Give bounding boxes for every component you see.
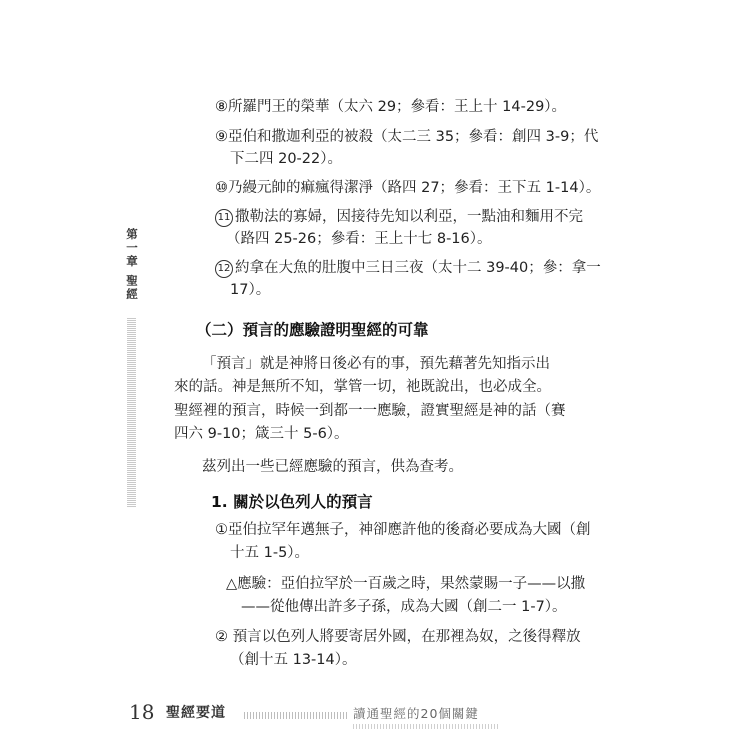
fulfillment-1-line2: ——從他傳出許多子孫，成為大國（創二一 1-7）。 bbox=[241, 599, 567, 615]
item-12-text: 約拿在大魚的肚腹中三日三夜（太十二 39-40；參：拿一 bbox=[235, 260, 601, 276]
book-subtitle: 讀通聖經的20個關鍵 bbox=[353, 706, 479, 721]
item-12-line2: 17）。 bbox=[230, 282, 271, 298]
para2: 茲列出一些已經應驗的預言，供為查考。 bbox=[202, 459, 463, 475]
subsection-heading-1: 1. 關於以色列人的預言 bbox=[211, 493, 373, 511]
chapter-title: 第一章 聖經 bbox=[125, 228, 139, 302]
circled-number-11: 11 bbox=[215, 209, 233, 227]
prophecy-2-line2: （創十五 13-14）。 bbox=[230, 652, 357, 668]
prophecy-1-line1: ①亞伯拉罕年邁無子，神卻應許他的後裔必要成為大國（創 bbox=[215, 522, 591, 538]
page-number: 18 bbox=[129, 700, 155, 724]
footer-underline-rule bbox=[353, 724, 499, 729]
chapter-side-tab bbox=[123, 228, 141, 508]
item-10: ⑩乃縵元帥的痲瘋得潔淨（路四 27；參看：王下五 1-14）。 bbox=[215, 180, 601, 196]
item-11-text: 撒勒法的寡婦，因接待先知以利亞，一點油和麵用不完 bbox=[235, 209, 583, 225]
section-heading-2: （二）預言的應驗證明聖經的可靠 bbox=[196, 321, 429, 339]
item-11-line1 bbox=[215, 207, 583, 227]
item-12-line1 bbox=[215, 258, 601, 278]
item-8: ⑧所羅門王的榮華（太六 29；參看：王上十 14-29）。 bbox=[215, 99, 567, 115]
prophecy-2-line1: ② 預言以色列人將要寄居外國，在那裡為奴，之後得釋放 bbox=[215, 629, 581, 645]
fulfillment-1-line1: △應驗：亞伯拉罕於一百歲之時，果然蒙賜一子——以撒 bbox=[226, 576, 586, 592]
footer-dotted-rule bbox=[244, 712, 348, 719]
para1-line3: 聖經裡的預言，時候一到都一一應驗，證實聖經是神的話（賽 bbox=[174, 403, 566, 419]
para1-line1: 「預言」就是神將日後必有的事，預先藉著先知指示出 bbox=[202, 356, 550, 372]
side-dotted-rule bbox=[127, 318, 136, 508]
item-9-line1: ⑨亞伯和撒迦利亞的被殺（太二三 35；參看：創四 3-9；代 bbox=[215, 129, 599, 145]
item-9-line2: 下二四 20-22）。 bbox=[230, 151, 342, 167]
book-title: 聖經要道 bbox=[166, 705, 226, 721]
para1-line4: 四六 9-10；箴三十 5-6）。 bbox=[174, 426, 349, 442]
prophecy-1-line2: 十五 1-5）。 bbox=[230, 545, 310, 561]
item-11-line2: （路四 25-26；參看：王上十七 8-16）。 bbox=[226, 231, 492, 247]
circled-number-12: 12 bbox=[215, 260, 233, 278]
para1-line2: 來的話。神是無所不知，掌管一切，祂既說出，也必成全。 bbox=[174, 379, 551, 395]
